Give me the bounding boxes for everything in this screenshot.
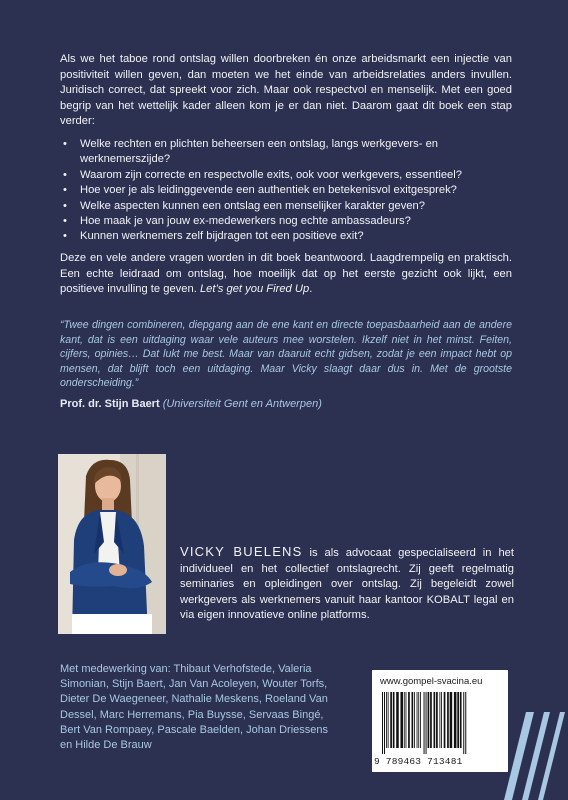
author-bio <box>180 544 514 624</box>
isbn-barcode <box>378 692 502 754</box>
publisher-stripe-decoration <box>496 712 568 800</box>
author-photo <box>58 454 166 634</box>
list-item: • Waarom zijn correcte en respectvolle exits, ook voor werkgevers, essentieel? <box>60 168 512 183</box>
author-bio-text: is als advocaat gespecialiseerd in het individueel en het collectief ontslagrecht. Zij geeft regelmatig seminaries en opleidingen over ontslag. Zij begeleidt zowel werkgevers als werknemers vanuit haar kantoor KOBALT legal en via eigen innovatieve online platforms. <box>180 547 515 622</box>
intro-paragraph: Als we het taboe rond ontslag willen doorbreken én onze arbeidsmarkt een injectie van positiviteit willen geven, dan moeten we het einde van arbeidsrelaties anders invullen. Juridisch correct, dat spreekt voor zich. Maar ook respectvol en menselijk. Met een goed begrip van het wettelijk kader alleen kom je er dan niet. Daarom gaat dit boek een stap verder: <box>60 53 512 128</box>
question-list <box>60 137 512 245</box>
list-item: • Kunnen werknemers zelf bijdragen tot een positieve exit? <box>60 229 512 244</box>
author-name: VICKY BUELENS <box>180 544 303 559</box>
attribution-affiliation: (Universiteit Gent en Antwerpen) <box>162 398 322 410</box>
author-portrait-illustration <box>58 454 166 634</box>
list-item: • Hoe maak je van jouw ex-medewerkers nog echte ambassadeurs? <box>60 214 512 229</box>
collaborators-list: Met medewerking van: Thibaut Verhofstede, Valeria Simonian, Stijn Baert, Jan Van Acoleyen, Wouter Torfs, Dieter De Waegeneer, Nathalie Meskens, Roeland Van Dessel, Marc Herremans, Pia Buysse, Servaas Bingé, Bert Van Rompaey, Pascale Baelden, Johan Driessens en Hilde De Brauw <box>60 663 329 752</box>
list-item: • Welke rechten en plichten beheersen een ontslag, langs werkgevers- en werknemerszijde? <box>60 137 512 168</box>
closing-text: Deze en vele andere vragen worden in dit boek beantwoord. Laagdrempelig en praktisch. Een echte leidraad om ontslag, hoe moeilijk dat op het eerste gezicht ook lijkt, een positieve invulling te geven. <box>60 252 512 296</box>
attribution-name: Prof. dr. Stijn Baert <box>60 398 160 410</box>
list-item: • Welke aspecten kunnen een ontslag een menselijker karakter geven? <box>60 199 512 214</box>
closing-paragraph: Deze en vele andere vragen worden in dit boek beantwoord. Laagdrempelig en praktisch. Een echte leidraad om ontslag, hoe moeilijk dat op het eerste gezicht ook lijkt, een positieve invulling te geven. Let’s get you Fired Up. <box>60 252 512 296</box>
tagline: Let’s get you Fired Up <box>199 283 310 296</box>
barcode-panel <box>372 670 508 772</box>
isbn-number: 9 789463 713481 <box>374 756 463 767</box>
publisher-website: www.gompel-svacina.eu <box>380 676 483 687</box>
list-item: • Hoe voer je als leidinggevende een authentiek en betekenisvol exitgesprek? <box>60 183 512 198</box>
quote-attribution <box>60 397 512 411</box>
testimonial-quote: “Twee dingen combineren, diepgang aan de ene kant en directe toepasbaarheid aan de andere kant, dat is een uitdaging waar vele auteurs mee worstelen. Ikzelf niet in het minst. Feiten, cijfers, opinies… Dat lukt me best. Maar van daaruit echt gidsen, zodat je een impact hebt op mensen, dat blijft toch een uitdaging. Maar Vicky slaagt daar dus in. Met de grootste onderscheiding.” <box>60 319 512 390</box>
